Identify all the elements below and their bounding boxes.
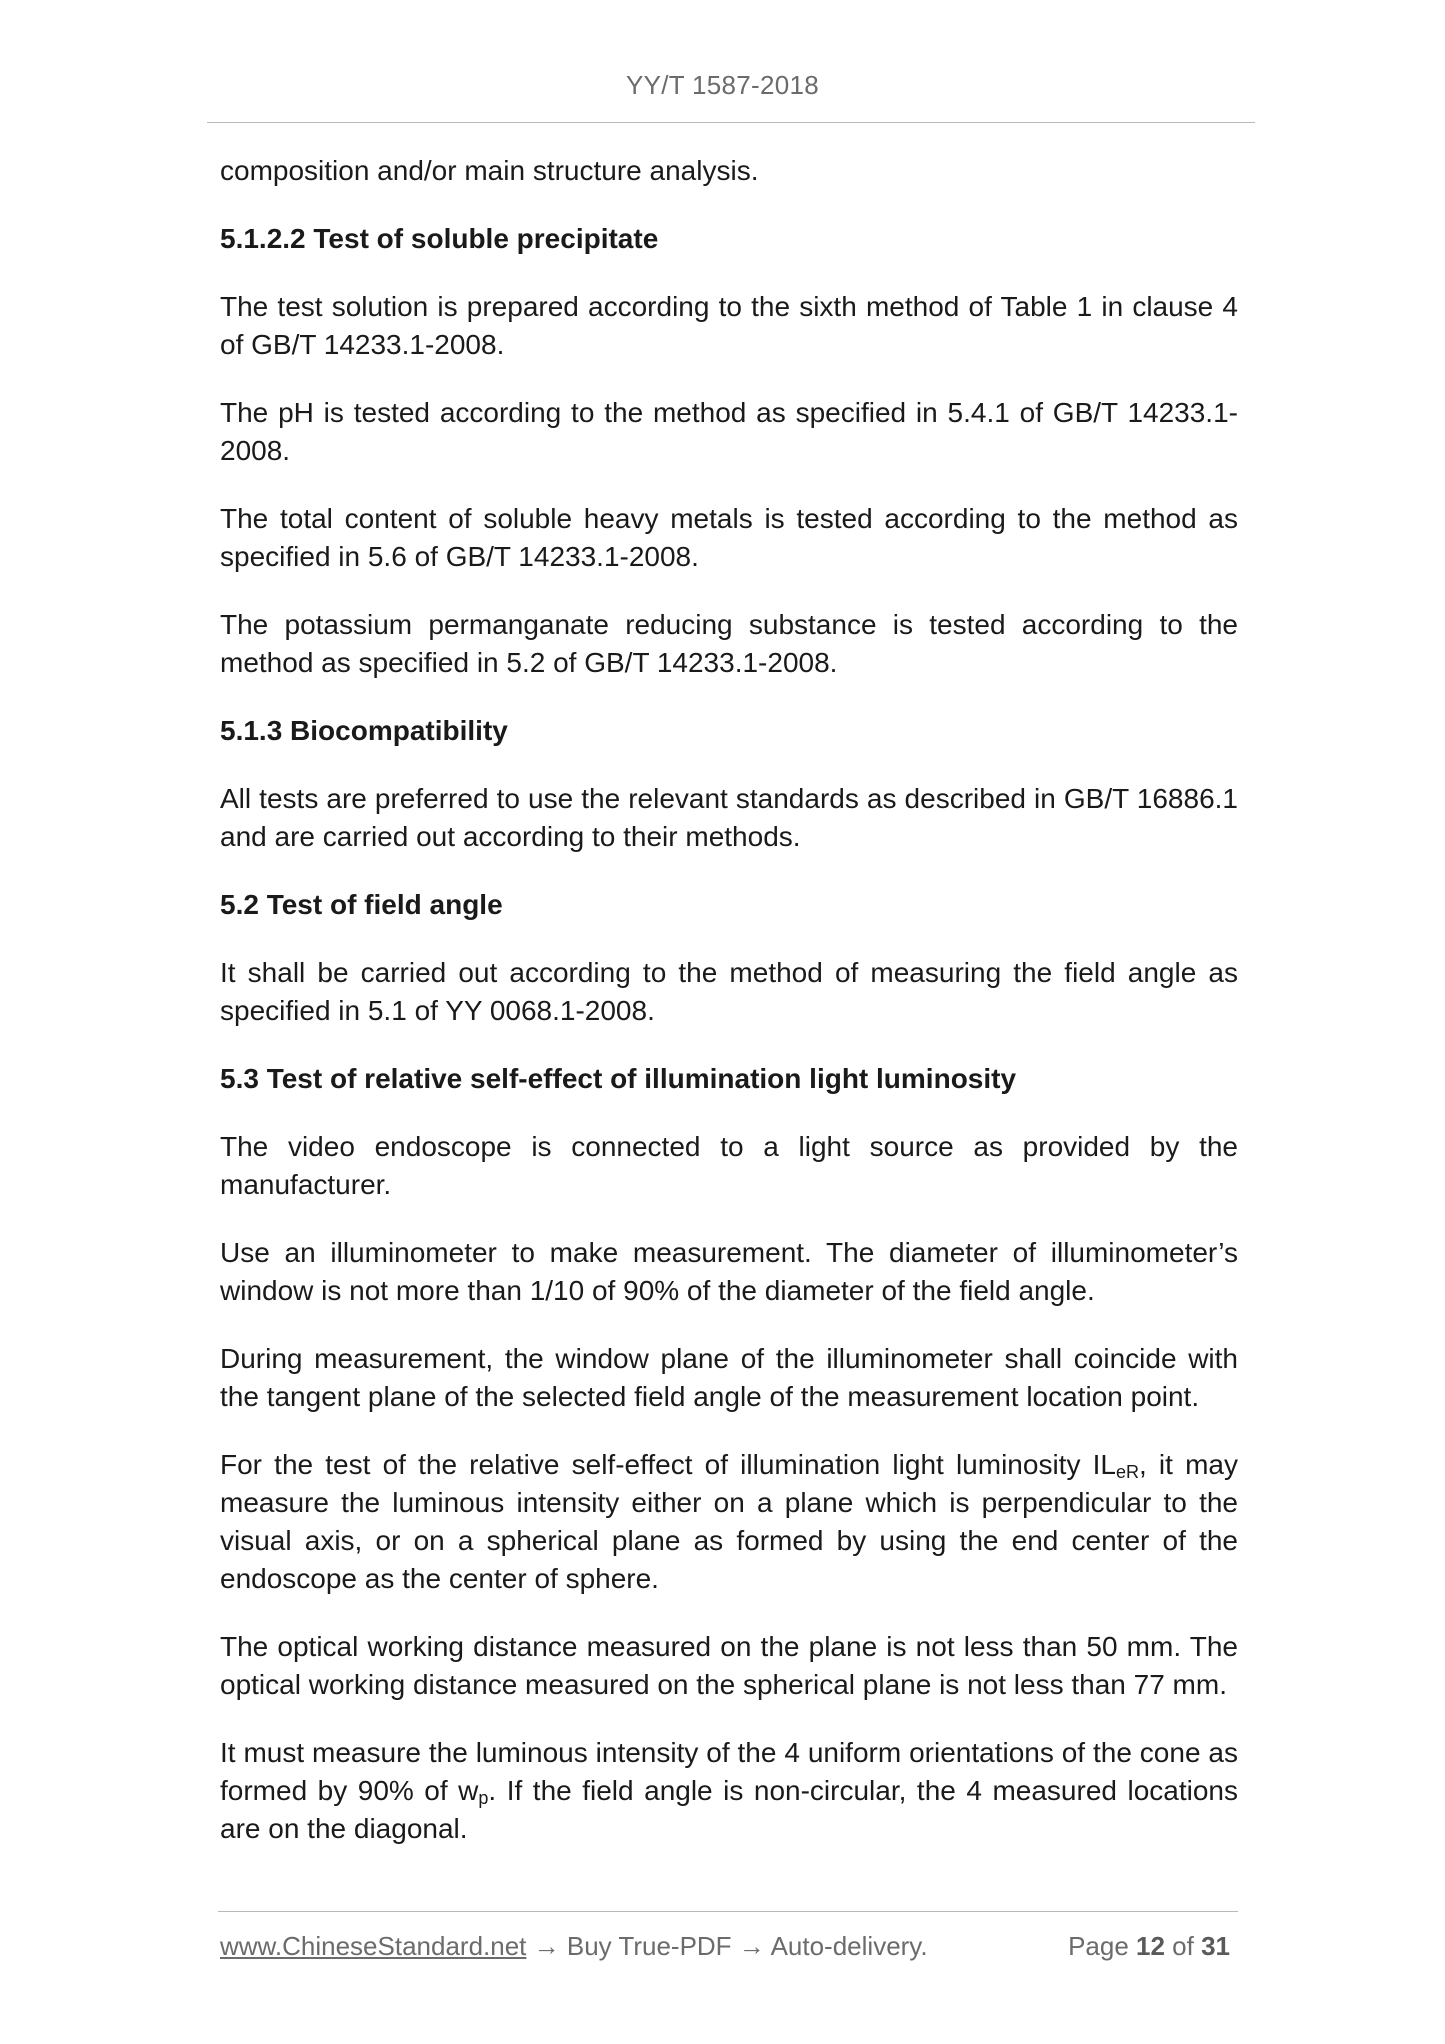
paragraph-window-plane: During measurement, the window plane of the illuminometer shall coincide with the tangent plane of the selected field angle of the measurement location point. — [220, 1343, 1238, 1412]
page-indicator — [1068, 1931, 1230, 1962]
of-label: of — [1164, 1931, 1202, 1961]
footer-promo-text: → Buy True-PDF → Auto-delivery. — [526, 1931, 928, 1961]
paragraph-test-solution: The test solution is prepared according to the sixth method of Table 1 in clause 4 of GB/T 14233.1-2008. — [220, 291, 1238, 360]
chinesestandard-link[interactable]: www.ChineseStandard.net — [220, 1931, 527, 1961]
paragraph-working-distance: The optical working distance measured on the plane is not less than 50 mm. The optical working distance measured on the spherical plane is not less than 77 mm. — [220, 1631, 1238, 1700]
page-footer — [220, 1931, 1238, 1967]
paragraph-intro: composition and/or main structure analysis. — [220, 155, 759, 186]
paragraph-field-angle: It shall be carried out according to the method of measuring the field angle as specified in 5.1 of YY 0068.1-2008. — [220, 957, 1238, 1026]
paragraph-luminosity-iler — [220, 1446, 1238, 1598]
document-id-header: YY/T 1587-2018 — [625, 70, 820, 100]
subscript-p: p — [478, 1788, 489, 1808]
paragraph-permanganate: The potassium permanganate reducing substance is tested according to the method as specified in 5.2 of GB/T 14233.1-2008. — [220, 609, 1238, 678]
footer-divider — [218, 1911, 1238, 1912]
paragraph-illuminometer: Use an illuminometer to make measurement. The diameter of illuminometer’s window is not more than 1/10 of 90% of the diameter of the field angle. — [220, 1237, 1238, 1306]
heading-5-1-2-2: 5.1.2.2 Test of soluble precipitate — [220, 223, 659, 254]
header-divider — [207, 122, 1255, 123]
subscript-er: eR — [1115, 1462, 1139, 1482]
paragraph-orientations — [220, 1734, 1238, 1848]
heading-5-3: 5.3 Test of relative self-effect of illumination light luminosity — [220, 1063, 1017, 1094]
page-label: Page — [1068, 1931, 1137, 1961]
heading-5-1-3: 5.1.3 Biocompatibility — [220, 715, 508, 746]
paragraph-heavy-metals: The total content of soluble heavy metals is tested according to the method as specified in 5.6 of GB/T 14233.1-2008. — [220, 503, 1238, 572]
luminosity-text-end: , it may measure the luminous intensity either on a plane which is perpendicular to the visual axis, or on a spherical plane as formed by using the end center of the endoscope as the center of sphere. — [220, 1449, 1239, 1594]
orientations-text-end: . If the field angle is non-circular, the 4 measured locations are on the diagonal. — [220, 1775, 1238, 1844]
heading-5-2: 5.2 Test of field angle — [220, 889, 503, 920]
current-page-number: 12 — [1136, 1931, 1165, 1961]
paragraph-ph-test: The pH is tested according to the method as specified in 5.4.1 of GB/T 14233.1-2008. — [220, 397, 1238, 466]
luminosity-text-start: For the test of the relative self-effect of illumination light luminosity IL — [220, 1449, 1116, 1480]
footer-promo — [220, 1931, 928, 1962]
page-body — [220, 152, 1238, 1878]
paragraph-biocompatibility: All tests are preferred to use the relevant standards as described in GB/T 16886.1 and are carried out according to their methods. — [220, 783, 1238, 852]
orientations-text-start: It must measure the luminous intensity of the 4 uniform orientations of the cone as formed by 90% of w — [220, 1737, 1238, 1806]
paragraph-light-source: The video endoscope is connected to a light source as provided by the manufacturer. — [220, 1131, 1238, 1200]
total-pages-number: 31 — [1201, 1931, 1230, 1961]
